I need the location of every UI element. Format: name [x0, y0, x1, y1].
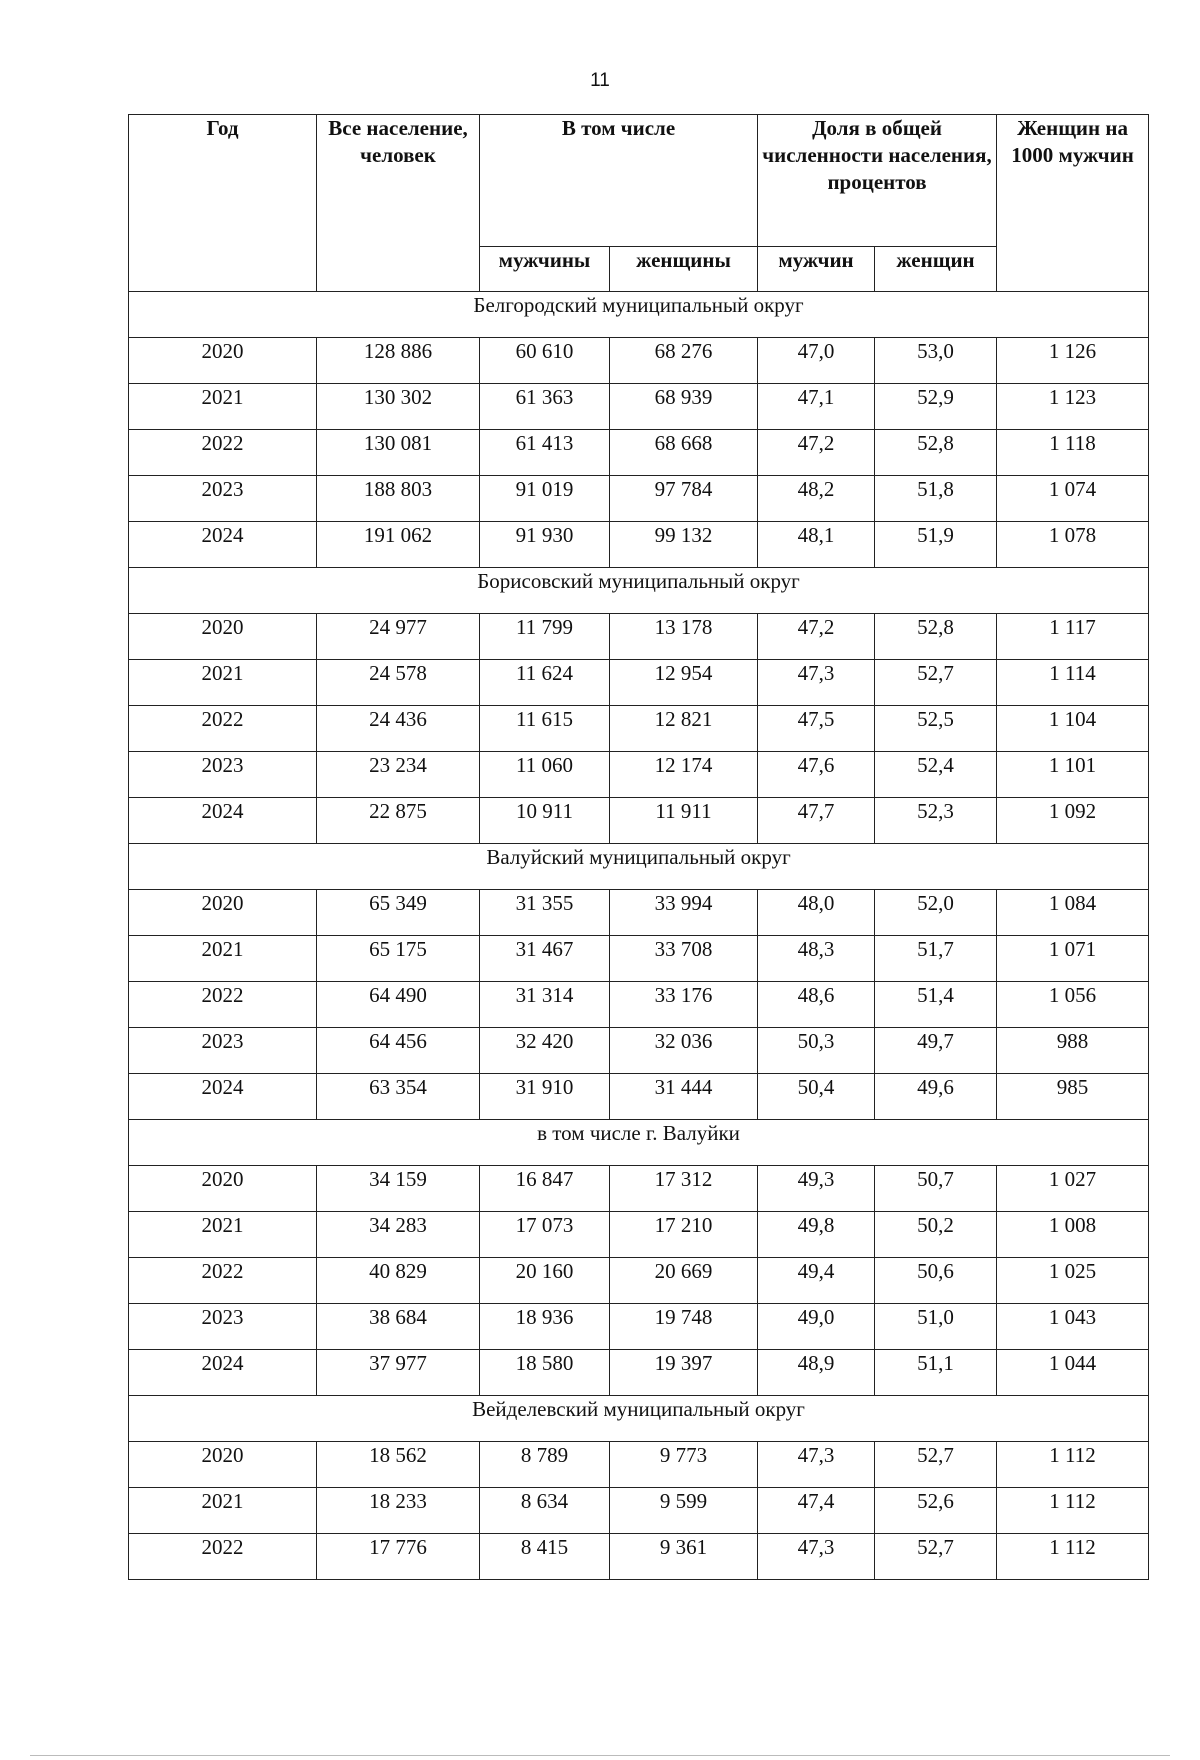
section-row	[129, 1120, 1149, 1166]
women-share-cell: 49,7	[875, 1028, 997, 1074]
year-cell: 2021	[129, 1488, 317, 1534]
men-share-cell: 47,3	[758, 660, 875, 706]
women-share-cell: 52,6	[875, 1488, 997, 1534]
men-share-cell: 47,3	[758, 1534, 875, 1580]
header-including: В том числе	[480, 115, 758, 247]
women-share-cell: 51,0	[875, 1304, 997, 1350]
year-cell: 2020	[129, 614, 317, 660]
table-row	[129, 890, 1149, 936]
women-share-cell: 53,0	[875, 338, 997, 384]
total-cell: 24 578	[317, 660, 480, 706]
women-share-cell: 52,8	[875, 614, 997, 660]
women-count-cell: 68 668	[610, 430, 758, 476]
men-count-cell: 16 847	[480, 1166, 610, 1212]
year-cell: 2020	[129, 1442, 317, 1488]
women-share-cell: 52,0	[875, 890, 997, 936]
table-row	[129, 752, 1149, 798]
year-cell: 2024	[129, 1074, 317, 1120]
men-share-cell: 49,4	[758, 1258, 875, 1304]
header-share: Доля в общей численности населения, процентов	[758, 115, 997, 247]
table-row	[129, 660, 1149, 706]
women-share-cell: 51,8	[875, 476, 997, 522]
ratio-cell: 1 126	[997, 338, 1149, 384]
men-share-cell: 47,2	[758, 614, 875, 660]
year-cell: 2024	[129, 798, 317, 844]
men-share-cell: 47,1	[758, 384, 875, 430]
header-women-count: женщины	[610, 247, 758, 292]
ratio-cell: 1 112	[997, 1488, 1149, 1534]
women-count-cell: 19 397	[610, 1350, 758, 1396]
section-title: Белгородский муниципальный округ	[129, 292, 1149, 338]
women-share-cell: 52,5	[875, 706, 997, 752]
ratio-cell: 1 104	[997, 706, 1149, 752]
women-count-cell: 9 773	[610, 1442, 758, 1488]
year-cell: 2022	[129, 1534, 317, 1580]
men-share-cell: 48,9	[758, 1350, 875, 1396]
table-row	[129, 522, 1149, 568]
men-share-cell: 48,1	[758, 522, 875, 568]
women-count-cell: 68 276	[610, 338, 758, 384]
table-row	[129, 430, 1149, 476]
year-cell: 2020	[129, 890, 317, 936]
ratio-cell: 1 112	[997, 1534, 1149, 1580]
men-count-cell: 61 413	[480, 430, 610, 476]
women-share-cell: 49,6	[875, 1074, 997, 1120]
ratio-cell: 1 123	[997, 384, 1149, 430]
header-women-share: женщин	[875, 247, 997, 292]
ratio-cell: 1 092	[997, 798, 1149, 844]
men-count-cell: 91 930	[480, 522, 610, 568]
men-share-cell: 50,4	[758, 1074, 875, 1120]
women-share-cell: 52,7	[875, 1442, 997, 1488]
section-row	[129, 1396, 1149, 1442]
total-cell: 34 283	[317, 1212, 480, 1258]
table-row	[129, 1350, 1149, 1396]
table-row	[129, 1304, 1149, 1350]
women-share-cell: 52,7	[875, 660, 997, 706]
men-share-cell: 49,0	[758, 1304, 875, 1350]
table-row	[129, 1028, 1149, 1074]
men-share-cell: 47,2	[758, 430, 875, 476]
header-total-population: Все население, человек	[317, 115, 480, 292]
women-count-cell: 99 132	[610, 522, 758, 568]
total-cell: 18 233	[317, 1488, 480, 1534]
men-count-cell: 11 799	[480, 614, 610, 660]
section-title: в том числе г. Валуйки	[129, 1120, 1149, 1166]
men-count-cell: 91 019	[480, 476, 610, 522]
page-number: 11	[590, 70, 610, 91]
table-row	[129, 936, 1149, 982]
women-count-cell: 9 361	[610, 1534, 758, 1580]
women-count-cell: 9 599	[610, 1488, 758, 1534]
ratio-cell: 1 008	[997, 1212, 1149, 1258]
total-cell: 34 159	[317, 1166, 480, 1212]
women-share-cell: 52,9	[875, 384, 997, 430]
women-count-cell: 33 708	[610, 936, 758, 982]
men-count-cell: 11 624	[480, 660, 610, 706]
men-count-cell: 8 789	[480, 1442, 610, 1488]
women-count-cell: 33 994	[610, 890, 758, 936]
year-cell: 2022	[129, 706, 317, 752]
women-share-cell: 51,1	[875, 1350, 997, 1396]
total-cell: 18 562	[317, 1442, 480, 1488]
women-share-cell: 52,3	[875, 798, 997, 844]
ratio-cell: 1 074	[997, 476, 1149, 522]
table-body	[129, 292, 1149, 1580]
total-cell: 188 803	[317, 476, 480, 522]
page-bottom-divider	[30, 1755, 1170, 1756]
total-cell: 37 977	[317, 1350, 480, 1396]
men-count-cell: 31 467	[480, 936, 610, 982]
year-cell: 2021	[129, 936, 317, 982]
total-cell: 40 829	[317, 1258, 480, 1304]
ratio-cell: 1 071	[997, 936, 1149, 982]
women-count-cell: 19 748	[610, 1304, 758, 1350]
year-cell: 2023	[129, 752, 317, 798]
total-cell: 17 776	[317, 1534, 480, 1580]
ratio-cell: 1 056	[997, 982, 1149, 1028]
women-share-cell: 51,4	[875, 982, 997, 1028]
table-row	[129, 706, 1149, 752]
table-row	[129, 384, 1149, 430]
total-cell: 191 062	[317, 522, 480, 568]
men-share-cell: 48,0	[758, 890, 875, 936]
ratio-cell: 988	[997, 1028, 1149, 1074]
men-count-cell: 11 615	[480, 706, 610, 752]
men-share-cell: 48,3	[758, 936, 875, 982]
total-cell: 24 977	[317, 614, 480, 660]
ratio-cell: 1 043	[997, 1304, 1149, 1350]
men-count-cell: 31 314	[480, 982, 610, 1028]
header-women-per-1000-men: Женщин на 1000 мужчин	[997, 115, 1149, 292]
total-cell: 63 354	[317, 1074, 480, 1120]
table-row	[129, 1442, 1149, 1488]
table-row	[129, 798, 1149, 844]
men-count-cell: 31 910	[480, 1074, 610, 1120]
men-share-cell: 48,2	[758, 476, 875, 522]
women-share-cell: 50,2	[875, 1212, 997, 1258]
table-row	[129, 338, 1149, 384]
table-row	[129, 982, 1149, 1028]
women-count-cell: 12 821	[610, 706, 758, 752]
year-cell: 2021	[129, 384, 317, 430]
year-cell: 2023	[129, 476, 317, 522]
ratio-cell: 1 101	[997, 752, 1149, 798]
header-men-count: мужчины	[480, 247, 610, 292]
men-share-cell: 47,4	[758, 1488, 875, 1534]
total-cell: 128 886	[317, 338, 480, 384]
total-cell: 64 456	[317, 1028, 480, 1074]
total-cell: 130 081	[317, 430, 480, 476]
year-cell: 2024	[129, 522, 317, 568]
year-cell: 2022	[129, 430, 317, 476]
women-count-cell: 20 669	[610, 1258, 758, 1304]
total-cell: 130 302	[317, 384, 480, 430]
women-count-cell: 13 178	[610, 614, 758, 660]
year-cell: 2023	[129, 1304, 317, 1350]
women-share-cell: 51,9	[875, 522, 997, 568]
women-count-cell: 12 174	[610, 752, 758, 798]
women-count-cell: 17 210	[610, 1212, 758, 1258]
men-share-cell: 47,6	[758, 752, 875, 798]
total-cell: 64 490	[317, 982, 480, 1028]
men-count-cell: 18 936	[480, 1304, 610, 1350]
section-title: Валуйский муниципальный округ	[129, 844, 1149, 890]
men-share-cell: 47,5	[758, 706, 875, 752]
ratio-cell: 1 078	[997, 522, 1149, 568]
ratio-cell: 985	[997, 1074, 1149, 1120]
women-share-cell: 50,7	[875, 1166, 997, 1212]
women-count-cell: 11 911	[610, 798, 758, 844]
ratio-cell: 1 114	[997, 660, 1149, 706]
women-share-cell: 51,7	[875, 936, 997, 982]
men-count-cell: 10 911	[480, 798, 610, 844]
women-count-cell: 12 954	[610, 660, 758, 706]
women-count-cell: 33 176	[610, 982, 758, 1028]
men-count-cell: 61 363	[480, 384, 610, 430]
ratio-cell: 1 118	[997, 430, 1149, 476]
total-cell: 65 175	[317, 936, 480, 982]
men-share-cell: 47,0	[758, 338, 875, 384]
women-count-cell: 68 939	[610, 384, 758, 430]
men-count-cell: 8 415	[480, 1534, 610, 1580]
men-share-cell: 47,7	[758, 798, 875, 844]
men-count-cell: 18 580	[480, 1350, 610, 1396]
year-cell: 2022	[129, 1258, 317, 1304]
table-row	[129, 1258, 1149, 1304]
header-men-share: мужчин	[758, 247, 875, 292]
men-count-cell: 60 610	[480, 338, 610, 384]
women-share-cell: 52,7	[875, 1534, 997, 1580]
men-count-cell: 8 634	[480, 1488, 610, 1534]
ratio-cell: 1 044	[997, 1350, 1149, 1396]
table-row	[129, 1534, 1149, 1580]
section-title: Борисовский муниципальный округ	[129, 568, 1149, 614]
ratio-cell: 1 025	[997, 1258, 1149, 1304]
year-cell: 2023	[129, 1028, 317, 1074]
men-share-cell: 49,8	[758, 1212, 875, 1258]
total-cell: 38 684	[317, 1304, 480, 1350]
total-cell: 65 349	[317, 890, 480, 936]
ratio-cell: 1 112	[997, 1442, 1149, 1488]
ratio-cell: 1 027	[997, 1166, 1149, 1212]
total-cell: 23 234	[317, 752, 480, 798]
table-row	[129, 1074, 1149, 1120]
total-cell: 24 436	[317, 706, 480, 752]
table-row	[129, 1212, 1149, 1258]
section-row	[129, 292, 1149, 338]
women-share-cell: 52,8	[875, 430, 997, 476]
table-row	[129, 476, 1149, 522]
header-year: Год	[129, 115, 317, 292]
women-count-cell: 32 036	[610, 1028, 758, 1074]
men-share-cell: 47,3	[758, 1442, 875, 1488]
women-count-cell: 97 784	[610, 476, 758, 522]
table-row	[129, 614, 1149, 660]
section-row	[129, 568, 1149, 614]
men-count-cell: 11 060	[480, 752, 610, 798]
women-share-cell: 50,6	[875, 1258, 997, 1304]
total-cell: 22 875	[317, 798, 480, 844]
year-cell: 2021	[129, 660, 317, 706]
year-cell: 2020	[129, 1166, 317, 1212]
section-row	[129, 844, 1149, 890]
ratio-cell: 1 117	[997, 614, 1149, 660]
women-count-cell: 17 312	[610, 1166, 758, 1212]
men-share-cell: 50,3	[758, 1028, 875, 1074]
women-count-cell: 31 444	[610, 1074, 758, 1120]
section-title: Вейделевский муниципальный округ	[129, 1396, 1149, 1442]
year-cell: 2020	[129, 338, 317, 384]
women-share-cell: 52,4	[875, 752, 997, 798]
men-share-cell: 49,3	[758, 1166, 875, 1212]
table-row	[129, 1488, 1149, 1534]
table-row	[129, 1166, 1149, 1212]
ratio-cell: 1 084	[997, 890, 1149, 936]
year-cell: 2022	[129, 982, 317, 1028]
men-share-cell: 48,6	[758, 982, 875, 1028]
men-count-cell: 20 160	[480, 1258, 610, 1304]
population-table	[128, 114, 1149, 1580]
year-cell: 2024	[129, 1350, 317, 1396]
men-count-cell: 31 355	[480, 890, 610, 936]
year-cell: 2021	[129, 1212, 317, 1258]
men-count-cell: 32 420	[480, 1028, 610, 1074]
men-count-cell: 17 073	[480, 1212, 610, 1258]
